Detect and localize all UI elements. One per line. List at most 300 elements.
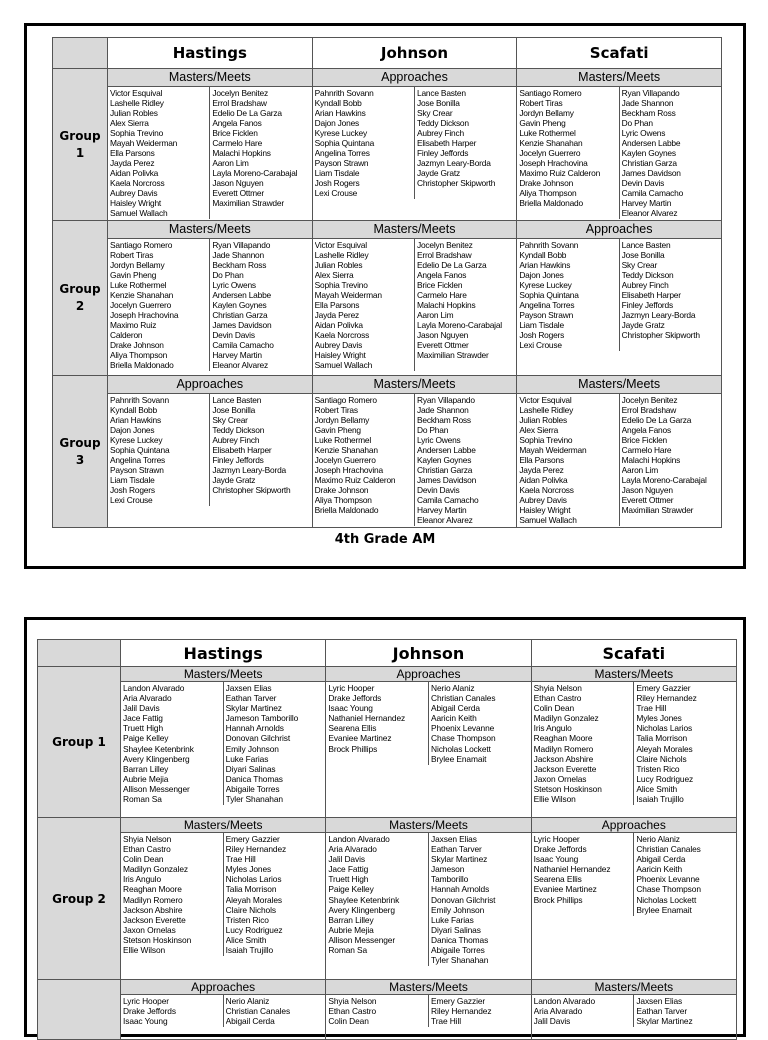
student-name: Landon Alvarado xyxy=(123,683,185,693)
student-name: Ethan Castro xyxy=(533,693,582,704)
student-name: Kyndall Bobb xyxy=(519,250,567,260)
teacher-header: Hastings xyxy=(121,640,326,667)
student-name: Aubrie Mejia xyxy=(328,924,374,935)
teacher-header: Johnson xyxy=(326,640,531,667)
student-name: Lyric Owens xyxy=(416,435,461,445)
student-name: Reaghan Moore xyxy=(123,884,182,895)
student-name: Jazmyn Leary-Borda xyxy=(621,310,696,320)
student-name: Victor Esquival xyxy=(519,395,572,405)
activity-label: Approaches xyxy=(108,376,312,394)
student-name: Devin Davis xyxy=(416,485,460,495)
group-label: Group 1 xyxy=(38,667,121,818)
schedule-cell xyxy=(108,69,313,221)
student-name: Haisley Wright xyxy=(110,198,162,208)
student-name: Aaron Lim xyxy=(212,158,249,168)
student-name: Dajon Jones xyxy=(110,425,155,435)
student-name: Brice Ficklen xyxy=(212,128,258,138)
activity-label: Masters/Meets xyxy=(532,667,736,682)
student-name: Jackson Abshire xyxy=(123,904,183,915)
student-name: Payson Strawn xyxy=(110,465,164,475)
student-name: Aidan Polivka xyxy=(314,320,363,330)
student-name: Gavin Pheng xyxy=(519,118,566,128)
student-name: Brice Ficklen xyxy=(621,435,667,445)
student-name: Nerio Alaniz xyxy=(225,996,270,1006)
student-name: Errol Bradshaw xyxy=(416,250,472,260)
student-name: Jalil Davis xyxy=(533,1016,571,1027)
student-name: Edelio De La Garza xyxy=(621,415,692,425)
student-list xyxy=(121,682,223,805)
student-name: Victor Esquival xyxy=(314,240,367,250)
student-name: Jayde Gratz xyxy=(621,320,665,330)
student-name: Danica Thomas xyxy=(225,773,283,784)
student-name: Luke Farias xyxy=(225,753,269,764)
student-name: Sophia Quintana xyxy=(314,138,375,148)
student-list xyxy=(517,87,618,219)
student-name: Alex Sierra xyxy=(110,118,149,128)
schedule-cell xyxy=(121,980,326,1040)
student-name: Diyari Salinas xyxy=(225,763,276,774)
student-name: Abigail Cerda xyxy=(636,854,686,865)
student-list xyxy=(121,833,223,956)
group-row xyxy=(53,69,722,221)
student-name: Sophia Quintana xyxy=(110,445,170,455)
activity-label: Approaches xyxy=(326,667,530,682)
student-name: Luke Farias xyxy=(431,914,474,925)
student-name: Eathan Tarver xyxy=(431,844,482,855)
student-name: Luke Rothermel xyxy=(314,435,371,445)
student-name: Brock Phillips xyxy=(533,894,583,905)
student-name: Jayde Gratz xyxy=(212,475,256,485)
student-name: Luke Rothermel xyxy=(519,128,576,138)
student-name: Finley Jeffords xyxy=(621,300,673,310)
student-name: Aubrie Mejia xyxy=(123,773,169,784)
corner-cell xyxy=(53,38,108,69)
student-name: Jocelyn Guerrero xyxy=(519,148,581,158)
student-name: Nerio Alaniz xyxy=(636,834,680,844)
student-name: Briella Maldonado xyxy=(314,505,379,515)
student-name: Madilyn Gonzalez xyxy=(123,864,188,875)
student-name: Maximo Ruiz Calderon xyxy=(314,475,396,485)
student-name: Skylar Martinez xyxy=(225,703,282,714)
student-name: Evaniee Martinez xyxy=(533,884,597,895)
student-name: Lance Basten xyxy=(212,395,262,405)
student-name: Robert Tiras xyxy=(110,250,154,260)
student-name: Diyari Salinas xyxy=(431,924,481,935)
group-row xyxy=(38,818,737,980)
student-name: Victor Esquival xyxy=(110,88,163,98)
schedule-cell xyxy=(531,818,736,980)
schedule-cell xyxy=(517,376,722,528)
student-name: Nathaniel Hernandez xyxy=(328,713,406,724)
student-name: Pahnrith Sovann xyxy=(519,240,579,250)
student-name: Kaylen Goynes xyxy=(212,300,267,310)
student-name: Roman Sa xyxy=(123,794,162,805)
teacher-header-row xyxy=(53,38,722,69)
student-list xyxy=(517,239,618,351)
student-name: Kaela Norcross xyxy=(314,330,370,340)
student-name: Landon Alvarado xyxy=(533,996,596,1006)
student-name: Carmelo Hare xyxy=(621,445,672,455)
schedule-cell xyxy=(121,667,326,818)
student-name: Teddy Dickson xyxy=(212,425,265,435)
student-list xyxy=(633,833,736,916)
sheet-caption: 4th Grade AM xyxy=(334,532,436,547)
student-name: Roman Sa xyxy=(328,945,368,956)
student-list xyxy=(223,995,326,1027)
student-name: Harvey Martin xyxy=(416,505,467,515)
student-name: Aleyah Morales xyxy=(225,894,282,905)
student-list xyxy=(619,87,721,219)
student-name: Teddy Dickson xyxy=(621,270,674,280)
student-name: Joseph Hrachovina xyxy=(110,310,179,320)
student-name: Ryan Villapando xyxy=(212,240,271,250)
student-name: Brice Ficklen xyxy=(416,280,463,290)
activity-label: Masters/Meets xyxy=(108,221,312,239)
schedule-cell xyxy=(326,818,531,980)
student-name: Chase Thompson xyxy=(431,733,496,744)
student-name: Lashelle Ridley xyxy=(314,250,369,260)
student-name: Everett Ottmer xyxy=(212,188,264,198)
student-name: Trae Hill xyxy=(636,703,667,714)
student-name: Abigaile Torres xyxy=(225,783,280,794)
student-name: Christian Canales xyxy=(225,1006,291,1017)
student-name: Christian Garza xyxy=(621,158,677,168)
student-name: Colin Dean xyxy=(533,703,575,714)
student-name: Drake Johnson xyxy=(110,340,164,350)
student-name: Christian Garza xyxy=(212,310,268,320)
student-name: Angelina Torres xyxy=(314,148,370,158)
student-name: Jayda Perez xyxy=(519,465,564,475)
student-name: Lexi Crouse xyxy=(519,340,562,350)
student-list xyxy=(633,995,736,1027)
activity-label: Masters/Meets xyxy=(313,221,517,239)
student-name: Josh Rogers xyxy=(519,330,565,340)
student-name: Beckham Ross xyxy=(416,415,471,425)
student-name: Andersen Labbe xyxy=(212,290,271,300)
student-name: Layla Moreno-Carabajal xyxy=(212,168,298,178)
student-name: Truett High xyxy=(328,874,369,885)
student-name: Drake Johnson xyxy=(314,485,369,495)
student-name: Alex Sierra xyxy=(519,425,559,435)
student-name: Angela Fanos xyxy=(621,425,671,435)
student-name: Mayah Weiderman xyxy=(314,290,382,300)
student-name: Kenzie Shanahan xyxy=(110,290,174,300)
student-name: Jose Bonilla xyxy=(416,98,460,108)
student-list xyxy=(428,833,531,966)
student-name: Trae Hill xyxy=(225,854,256,865)
activity-label: Approaches xyxy=(121,980,325,995)
group-row xyxy=(53,376,722,528)
activity-label: Masters/Meets xyxy=(121,667,325,682)
student-name: Paige Kelley xyxy=(123,733,169,744)
student-name: Andersen Labbe xyxy=(416,445,476,455)
schedule-cell xyxy=(108,221,313,376)
student-name: Riley Hernandez xyxy=(636,693,697,704)
student-name: Eleanor Alvarez xyxy=(621,208,678,218)
student-name: Phoenix Levanne xyxy=(431,723,495,734)
student-name: Paige Kelley xyxy=(328,884,374,895)
student-name: Josh Rogers xyxy=(110,485,155,495)
student-name: Riley Hernandez xyxy=(225,844,287,855)
student-name: Ryan Villapando xyxy=(416,395,475,405)
teacher-header: Johnson xyxy=(312,38,517,69)
student-name: Aaricin Keith xyxy=(431,713,477,724)
student-name: Jackson Abshire xyxy=(533,753,594,764)
student-list xyxy=(414,394,516,526)
student-name: Jazmyn Leary-Borda xyxy=(416,158,491,168)
student-name: Maximilian Strawder xyxy=(621,505,694,515)
student-name: Aria Alvarado xyxy=(123,693,172,704)
student-name: Sophia Trevino xyxy=(110,128,164,138)
student-name: Reaghan Moore xyxy=(533,733,593,744)
student-name: Sophia Quintana xyxy=(519,290,579,300)
student-name: Brylee Enamait xyxy=(636,904,692,915)
student-name: Lashelle Ridley xyxy=(519,405,574,415)
student-name: Kyndall Bobb xyxy=(110,405,157,415)
student-name: Nicholas Lockett xyxy=(431,743,491,754)
student-name: Christopher Skipworth xyxy=(621,330,700,340)
student-name: Finley Jeffords xyxy=(416,148,469,158)
activity-label: Masters/Meets xyxy=(517,376,721,394)
student-name: Jordyn Bellamy xyxy=(519,108,574,118)
student-name: Shyia Nelson xyxy=(123,834,172,844)
student-name: Tyler Shanahan xyxy=(225,794,283,805)
student-name: Searena Ellis xyxy=(328,723,377,734)
student-name: Gavin Pheng xyxy=(314,425,361,435)
student-name: Emery Gazzier xyxy=(636,683,691,693)
schedule-cell xyxy=(108,376,313,528)
student-list xyxy=(517,394,618,526)
student-name: Jayda Perez xyxy=(110,158,155,168)
student-name: Drake Jeffords xyxy=(123,1006,176,1017)
student-name: Angela Fanos xyxy=(212,118,262,128)
student-name: Malachi Hopkins xyxy=(416,300,476,310)
student-name: James Davidson xyxy=(621,168,681,178)
student-name: Nicholas Larios xyxy=(636,723,693,734)
student-name: Angelina Torres xyxy=(519,300,575,310)
student-name: Jace Fattig xyxy=(328,864,369,875)
student-list xyxy=(326,995,428,1027)
student-name: Emily Johnson xyxy=(225,743,279,754)
student-name: Evaniee Martinez xyxy=(328,733,392,744)
student-name: Aubrey Davis xyxy=(314,340,363,350)
student-list xyxy=(209,87,311,219)
student-name: Maximo Ruiz Calderon xyxy=(519,168,601,178)
student-name: Jalil Davis xyxy=(328,854,365,865)
student-name: Emily Johnson xyxy=(431,904,485,915)
student-name: Eleanor Alvarez xyxy=(212,360,268,370)
student-name: Tyler Shanahan xyxy=(431,955,489,966)
student-name: Lucy Rodriguez xyxy=(636,773,694,784)
student-name: Christian Canales xyxy=(636,844,701,855)
student-name: Avery Klingenberg xyxy=(328,904,395,915)
student-list xyxy=(108,87,209,219)
student-name: Christian Canales xyxy=(431,693,496,704)
schedule-cell xyxy=(312,221,517,376)
student-name: Gavin Pheng xyxy=(110,270,157,280)
student-name: Brock Phillips xyxy=(328,743,378,754)
student-list xyxy=(532,682,634,805)
student-name: Sophia Trevino xyxy=(314,280,368,290)
student-name: Lance Basten xyxy=(621,240,671,250)
student-list xyxy=(209,239,311,371)
student-name: Jazmyn Leary-Borda xyxy=(212,465,286,475)
student-name: Jameson xyxy=(431,864,465,875)
student-name: Lyric Hooper xyxy=(533,834,580,844)
student-name: Liam Tisdale xyxy=(314,168,360,178)
student-name: Chase Thompson xyxy=(636,884,701,895)
schedule-cell xyxy=(121,818,326,980)
student-name: Jason Nguyen xyxy=(212,178,264,188)
student-name: Nicholas Lockett xyxy=(636,894,697,905)
student-name: Jordyn Bellamy xyxy=(110,260,165,270)
student-name: Edelio De La Garza xyxy=(212,108,282,118)
student-name: Finley Jeffords xyxy=(212,455,264,465)
student-name: Tristen Rico xyxy=(225,914,269,925)
student-name: Do Phan xyxy=(621,118,653,128)
activity-label: Masters/Meets xyxy=(326,818,530,833)
student-name: Jordyn Bellamy xyxy=(314,415,370,425)
activity-label: Masters/Meets xyxy=(313,376,517,394)
student-name: Isaiah Trujillo xyxy=(636,794,684,805)
activity-label: Masters/Meets xyxy=(108,69,312,87)
schedule-cell xyxy=(326,667,531,818)
student-name: Lucy Rodriguez xyxy=(225,924,283,935)
student-list xyxy=(313,87,414,199)
student-name: Ella Parsons xyxy=(110,148,155,158)
student-name: Abigaile Torres xyxy=(431,945,485,956)
student-name: Elisabeth Harper xyxy=(212,445,272,455)
student-name: Aubrey Finch xyxy=(212,435,260,445)
student-name: Haisley Wright xyxy=(314,350,366,360)
student-name: Harvey Martin xyxy=(621,198,672,208)
student-list xyxy=(209,394,311,506)
student-name: Christian Garza xyxy=(416,465,473,475)
student-name: Jade Shannon xyxy=(416,405,469,415)
student-name: Lyric Owens xyxy=(621,128,666,138)
student-name: Emery Gazzier xyxy=(225,834,280,844)
student-name: Mayah Weiderman xyxy=(519,445,587,455)
student-name: Myles Jones xyxy=(636,713,682,724)
student-name: Aliya Thompson xyxy=(314,495,372,505)
student-list xyxy=(326,682,428,765)
student-name: Jaxon Ornelas xyxy=(533,773,587,784)
student-name: Truett High xyxy=(123,723,164,734)
student-name: Ethan Castro xyxy=(123,844,171,855)
group-label: Group 1 xyxy=(53,69,108,221)
student-name: Riley Hernandez xyxy=(431,1006,492,1017)
student-name: Aliya Thompson xyxy=(519,188,577,198)
student-list xyxy=(121,995,223,1027)
student-name: Payson Strawn xyxy=(314,158,369,168)
student-name: Liam Tisdale xyxy=(519,320,564,330)
student-name: Luke Rothermel xyxy=(110,280,167,290)
student-name: Jaxon Ornelas xyxy=(123,924,176,935)
student-name: Camila Camacho xyxy=(621,188,684,198)
student-name: Errol Bradshaw xyxy=(212,98,267,108)
student-name: Eathan Tarver xyxy=(225,693,277,704)
corner-cell xyxy=(38,640,121,667)
student-name: Christopher Skipworth xyxy=(212,485,291,495)
student-list xyxy=(108,239,209,371)
student-name: Everett Ottmer xyxy=(621,495,674,505)
student-name: Alice Smith xyxy=(636,783,678,794)
student-name: Everett Ottmer xyxy=(416,340,469,350)
activity-label: Approaches xyxy=(517,221,721,239)
student-name: Eleanor Alvarez xyxy=(416,515,473,525)
student-name: Donovan Gilchrist xyxy=(431,894,496,905)
student-name: Jocelyn Benitez xyxy=(212,88,268,98)
student-name: Ellie Wilson xyxy=(123,945,166,956)
student-name: Tristen Rico xyxy=(636,763,680,774)
student-name: Colin Dean xyxy=(328,1016,369,1027)
student-name: Malachi Hopkins xyxy=(212,148,271,158)
activity-label: Masters/Meets xyxy=(532,980,736,995)
student-name: Jade Shannon xyxy=(621,98,674,108)
student-name: Kaylen Goynes xyxy=(416,455,472,465)
student-name: Haisley Wright xyxy=(519,505,571,515)
student-name: Kyrese Luckey xyxy=(314,128,367,138)
student-name: Aliya Thompson xyxy=(110,350,168,360)
student-name: Talia Morrison xyxy=(225,884,277,895)
student-name: Liam Tisdale xyxy=(110,475,155,485)
schedule-cell xyxy=(312,69,517,221)
student-name: Dajon Jones xyxy=(314,118,360,128)
student-list xyxy=(313,394,414,526)
teacher-header: Scafati xyxy=(531,640,736,667)
student-name: Jackson Everette xyxy=(123,914,186,925)
student-name: Robert Tiras xyxy=(314,405,358,415)
student-name: Stetson Hoskinson xyxy=(123,934,192,945)
student-name: Brylee Enamait xyxy=(431,753,487,764)
student-list xyxy=(326,833,428,966)
group-row xyxy=(38,980,737,1040)
student-name: Santiago Romero xyxy=(519,88,582,98)
student-name: Pahnrith Sovann xyxy=(314,88,374,98)
student-name: Ellie Wilson xyxy=(533,794,576,805)
student-name: Calderon xyxy=(110,330,143,340)
student-name: Kyndall Bobb xyxy=(314,98,362,108)
student-name: Kaylen Goynes xyxy=(621,148,676,158)
student-name: Do Phan xyxy=(416,425,449,435)
student-name: Madilyn Romero xyxy=(533,743,594,754)
student-name: Drake Johnson xyxy=(519,178,574,188)
student-name: Shaylee Ketenbrink xyxy=(328,894,400,905)
student-name: Jaxsen Elias xyxy=(636,996,683,1006)
student-name: Maximilian Strawder xyxy=(416,350,489,360)
student-list xyxy=(108,394,209,506)
student-name: Elisabeth Harper xyxy=(621,290,681,300)
schedule-sheet-4th-grade-am xyxy=(24,23,746,569)
group-label: Group 2 xyxy=(53,221,108,376)
student-name: Arian Hawkins xyxy=(110,415,161,425)
student-name: Briella Maldonado xyxy=(519,198,583,208)
student-name: Devin Davis xyxy=(621,178,665,188)
student-name: Jocelyn Guerrero xyxy=(314,455,376,465)
schedule-table xyxy=(52,37,722,528)
student-name: Camila Camacho xyxy=(212,340,274,350)
student-name: Skylar Martinez xyxy=(431,854,488,865)
student-name: Lexi Crouse xyxy=(110,495,153,505)
student-name: Errol Bradshaw xyxy=(621,405,677,415)
student-name: Aaron Lim xyxy=(416,310,454,320)
student-name: Aria Alvarado xyxy=(533,1006,583,1017)
student-name: Harvey Martin xyxy=(212,350,262,360)
student-name: Maximilian Strawder xyxy=(212,198,284,208)
student-name: Aubrey Davis xyxy=(110,188,158,198)
student-name: Jace Fattig xyxy=(123,713,163,724)
student-name: Josh Rogers xyxy=(314,178,360,188)
